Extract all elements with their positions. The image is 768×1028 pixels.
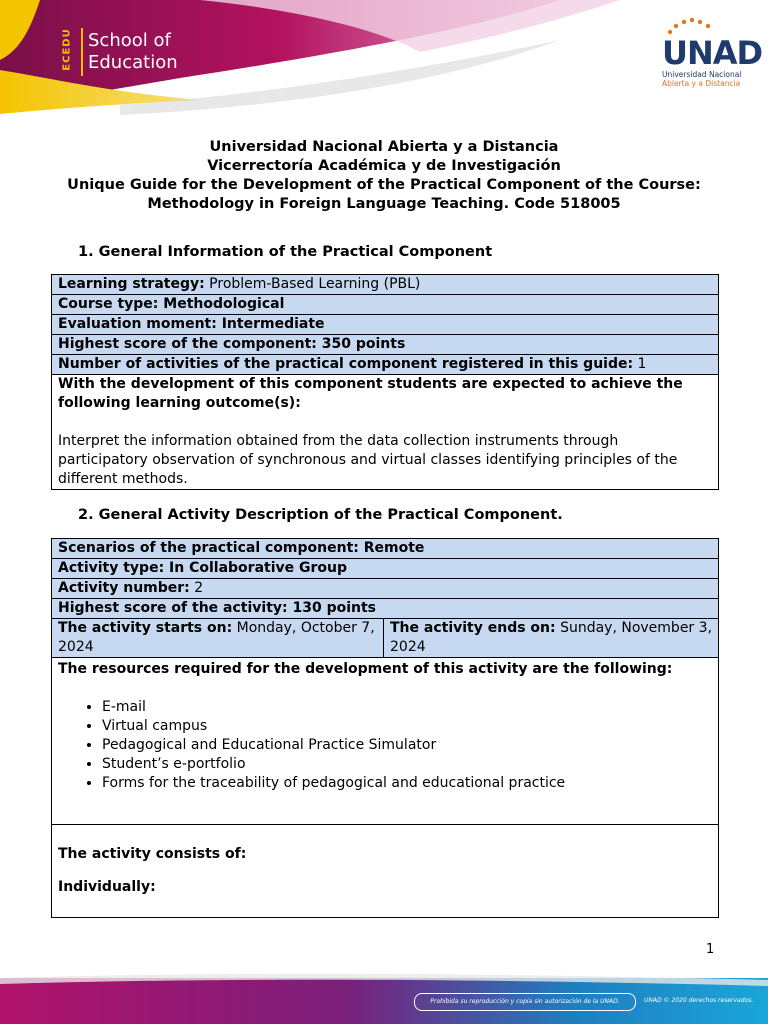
school-line-2: Education [88,52,178,73]
unad-subtitle-line-1: Universidad Nacional [662,70,742,79]
general-info-table [51,274,719,490]
unad-subtitle-line-2: Abierta y a Distancia [662,79,741,88]
learning-strategy-row: Learning strategy: Problem-Based Learning (PBL) [52,275,719,295]
activity-type-row: Activity type: In Collaborative Group [52,559,719,579]
individually-heading: Individually: [58,879,156,895]
learning-outcome-text: Interpret the information obtained from the data collection instruments through participatory observation of synchronous and virtual classes identifying principles of the different methods. [58,433,678,487]
list-item: • Student’s e-portfolio [102,755,712,774]
unad-subtitle [662,70,741,88]
activity-number-row: Activity number: 2 [52,579,719,599]
list-item: • Pedagogical and Educational Practice Simulator [102,736,712,755]
activity-consists-cell [52,825,719,918]
learning-outcome-heading: With the development of this component students are expected to achieve the following learning outcome(s): [58,376,683,411]
unad-dots-icon [658,16,748,36]
ecedu-label: ECEDU [61,28,73,71]
resources-cell [52,658,719,825]
unad-wordmark: UNAD [662,34,763,72]
activity-start-cell: The activity starts on: Monday, October 7, 2024 [52,619,384,658]
section-2-heading: 2. General Activity Description of the Practical Component. [78,507,563,523]
course-title: Methodology in Foreign Language Teaching. Code 518005 [147,196,621,212]
component-score-row: Highest score of the component: 350 points [52,335,719,355]
activities-count-row: Number of activities of the practical component registered in this guide: 1 [52,355,719,375]
activity-consists-heading: The activity consists of: [58,846,247,862]
course-type-row: Course type: Methodological [52,295,719,315]
section-1-heading: 1. General Information of the Practical Component [78,244,493,260]
ecedu-divider [81,28,83,76]
resources-list [58,698,712,793]
reproduction-notice: Prohibida su reproducción y copia sin autorización de la UNAD. [414,993,636,1011]
university-name: Universidad Nacional Abierta y a Distancia [209,139,559,155]
guide-title: Unique Guide for the Development of the Practical Component of the Course: [67,177,701,193]
scenarios-row: Scenarios of the practical component: Remote [52,539,719,559]
activity-score-row: Highest score of the activity: 130 points [52,599,719,619]
activity-description-table [51,538,719,918]
page-header [0,0,768,130]
activity-end-cell: The activity ends on: Sunday, November 3, 2024 [384,619,719,658]
school-line-1: School of [88,30,171,51]
list-item: • E-mail [102,698,712,717]
list-item: • Virtual campus [102,717,712,736]
evaluation-moment-row: Evaluation moment: Intermediate [52,315,719,335]
school-of-education-logo [88,30,178,74]
vice-rectorate: Vicerrectoría Académica y de Investigación [207,158,561,174]
copyright-notice: UNAD © 2020 derechos reservados. [644,997,754,1004]
document-title-block [0,138,768,214]
learning-outcome-cell [52,375,719,490]
list-item: • Forms for the traceability of pedagogical and educational practice [102,774,712,793]
page-number: 1 [706,942,715,957]
resources-heading: The resources required for the development of this activity are the following: [58,661,673,677]
